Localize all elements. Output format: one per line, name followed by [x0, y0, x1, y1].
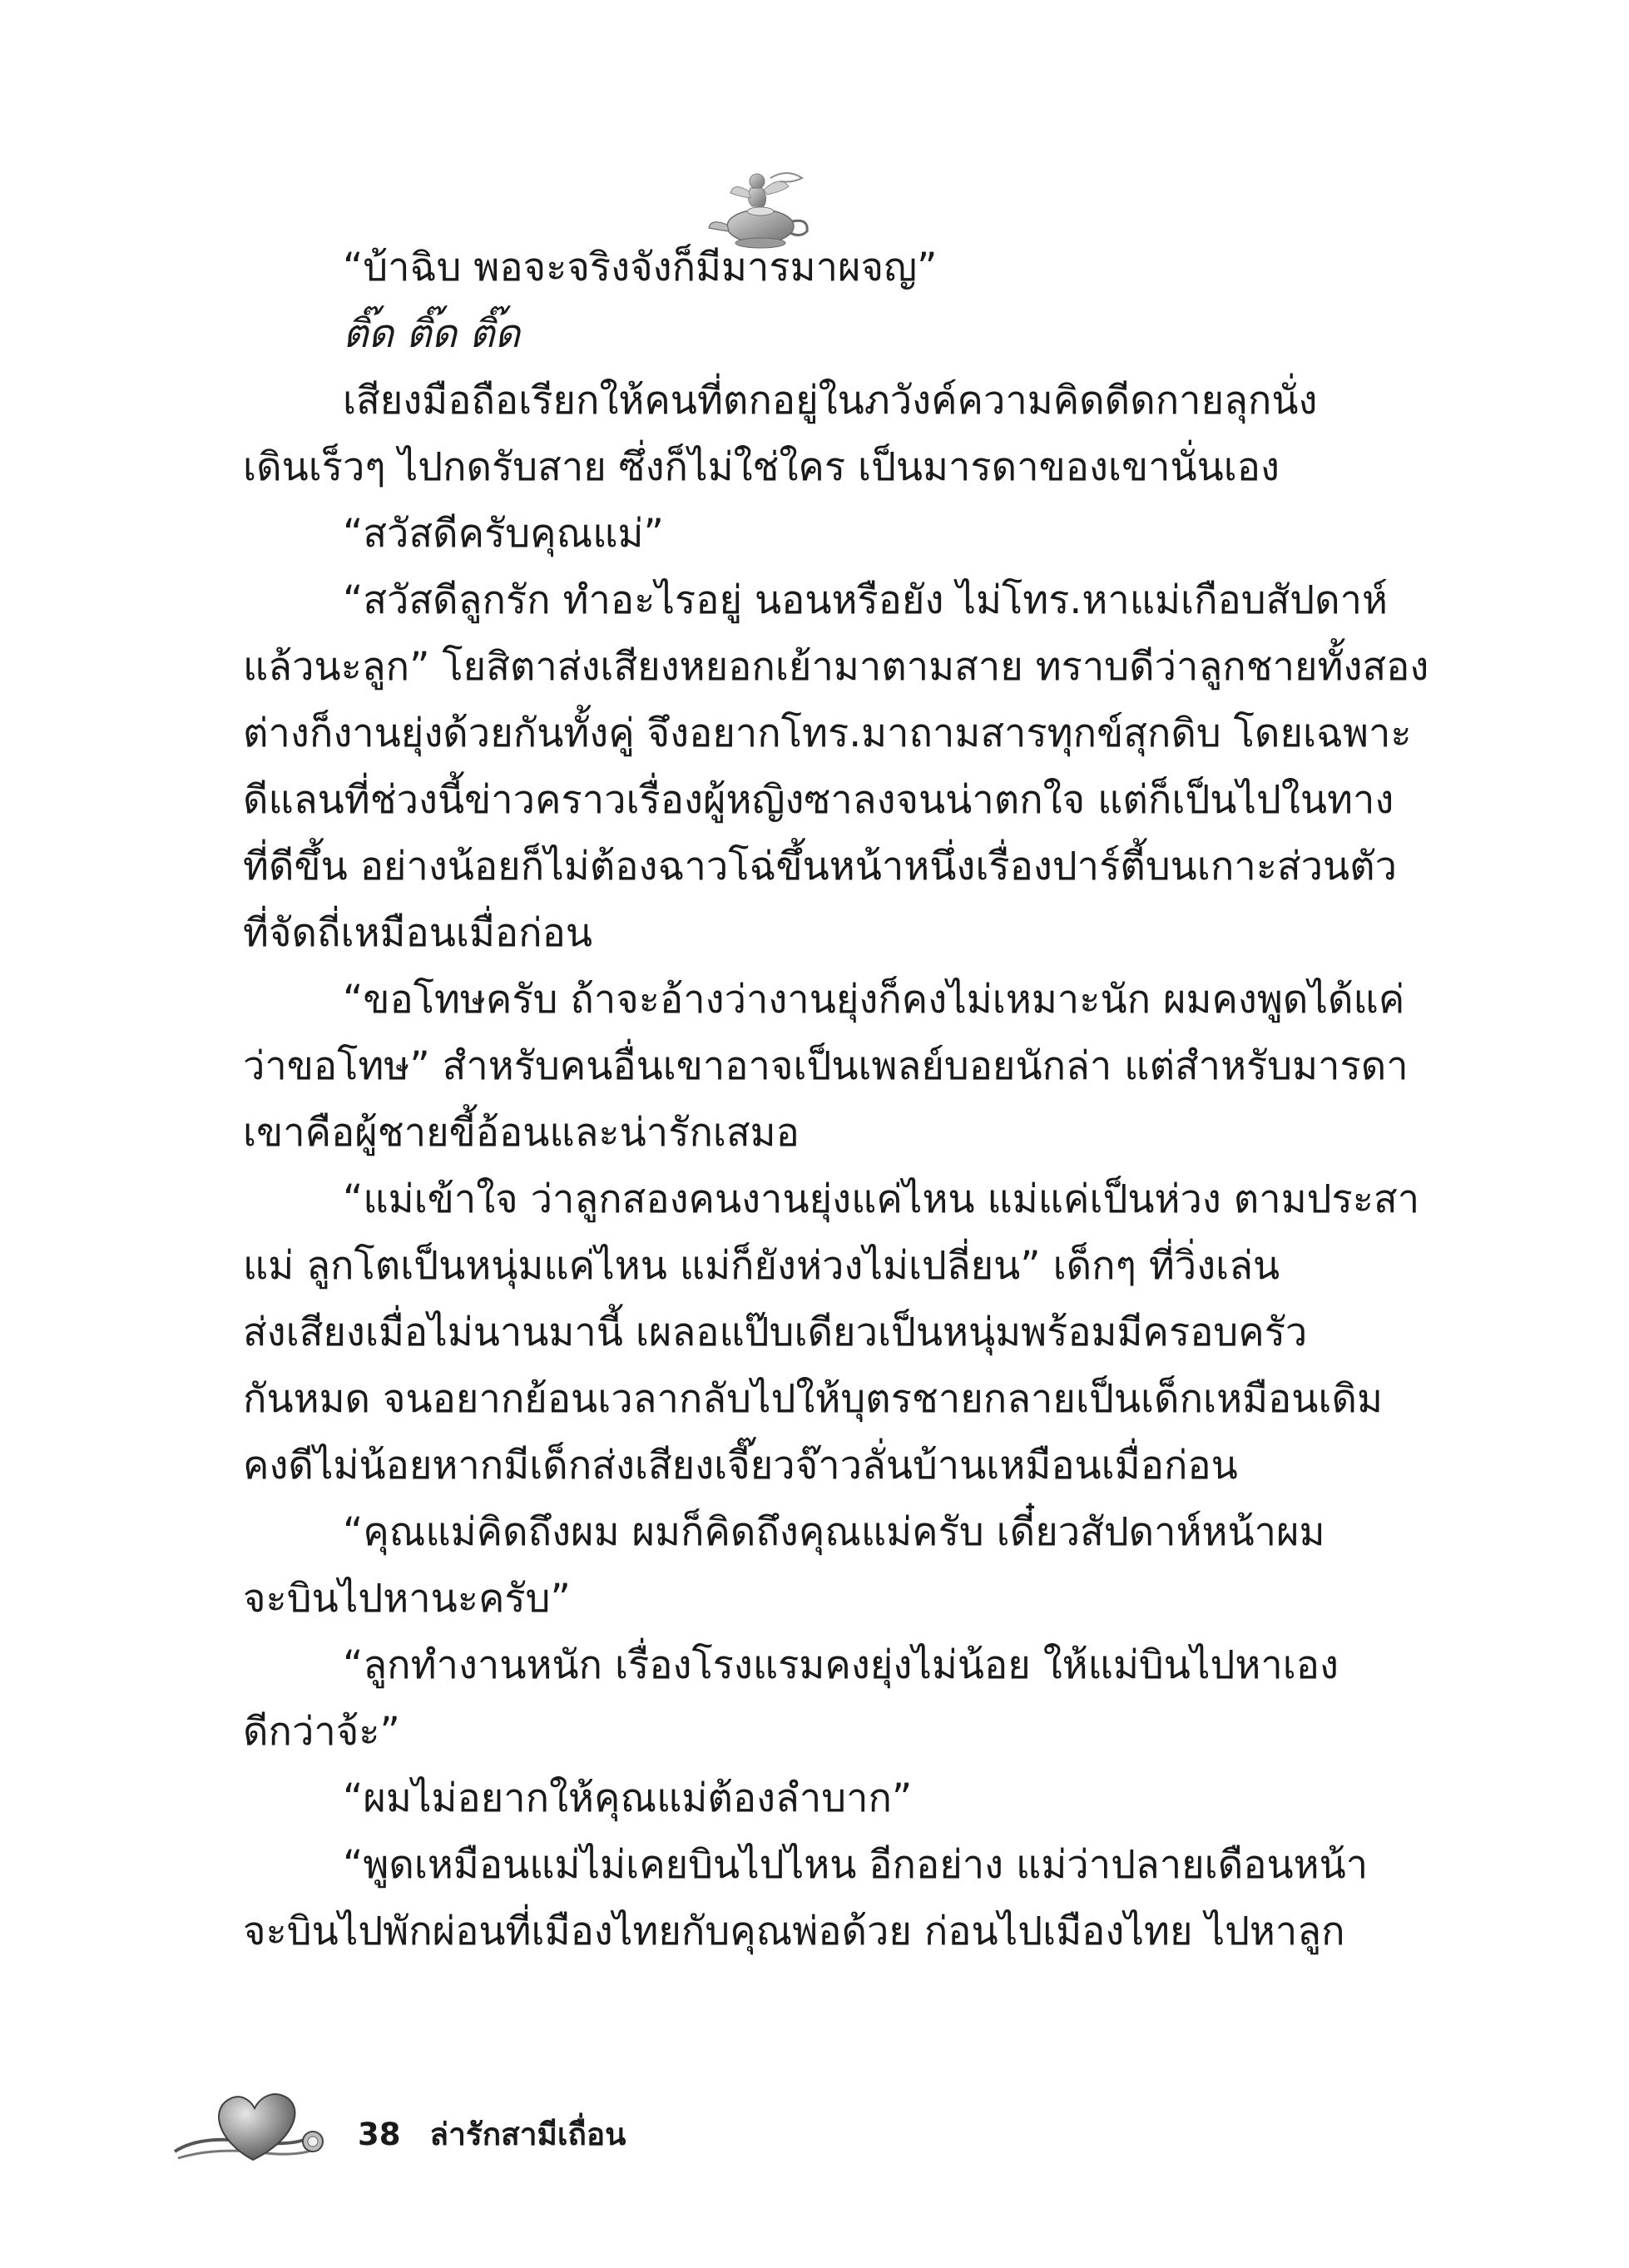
page-number: 38: [358, 2117, 401, 2152]
text-line: ที่จัดถี่เหมือนเมื่อก่อน: [243, 910, 592, 956]
text-line: ดีแลนที่ช่วงนี้ข่าวคราวเรื่องผู้หญิงซาลงจนน่าตกใจ แต่ก็เป็นไปในทาง: [243, 777, 1394, 823]
text-line: “บ้าฉิบ พอจะจริงจังก็มีมารมาผจญ”: [343, 245, 938, 290]
text-line: ดีกว่าจ้ะ”: [243, 1709, 400, 1755]
page-footer: [166, 2080, 749, 2180]
text-line: คงดีไม่น้อยหากมีเด็กส่งเสียงเจี๊ยวจ๊าวลั่นบ้านเหมือนเมื่อก่อน: [243, 1443, 1238, 1488]
text-line: “ลูกทำงานหนัก เรื่องโรงแรมคงยุ่งไม่น้อย ให้แม่บินไปหาเอง: [343, 1642, 1339, 1688]
text-line: “สวัสดีลูกรัก ทำอะไรอยู่ นอนหรือยัง ไม่โทร.หาแม่เกือบสัปดาห์: [343, 577, 1389, 623]
text-line: “ขอโทษครับ ถ้าจะอ้างว่างานยุ่งก็คงไม่เหมาะนัก ผมคงพูดได้แค่: [343, 977, 1405, 1023]
text-line: “พูดเหมือนแม่ไม่เคยบินไปไหน อีกอย่าง แม่ว่าปลายเดือนหน้า: [343, 1842, 1369, 1888]
text-line: เขาคือผู้ชายขี้อ้อนและน่ารักเสมอ: [243, 1110, 800, 1156]
text-line: เดินเร็วๆ ไปกดรับสาย ซึ่งก็ไม่ใช่ใคร เป็นมารดาของเขานั่นเอง: [243, 444, 1280, 490]
text-line: “แม่เข้าใจ ว่าลูกสองคนงานยุ่งแค่ไหน แม่แค่เป็นห่วง ตามประสา: [343, 1176, 1420, 1222]
text-line: “คุณแม่คิดถึงผม ผมก็คิดถึงคุณแม่ครับ เดี๋ยวสัปดาห์หน้าผม: [343, 1509, 1325, 1555]
text-line: ต่างก็งานยุ่งด้วยกันทั้งคู่ จึงอยากโทร.มาถามสารทุกข์สุกดิบ โดยเฉพาะ: [243, 711, 1412, 756]
text-line: ที่ดีขึ้น อย่างน้อยก็ไม่ต้องฉาวโฉ่ขึ้นหน้าหนึ่งเรื่องปาร์ตี้บนเกาะส่วนตัว: [243, 844, 1398, 889]
text-line: เสียงมือถือเรียกให้คนที่ตกอยู่ในภวังค์ความคิดดีดกายลุกนั่ง: [343, 378, 1318, 423]
text-line: กันหมด จนอยากย้อนเวลากลับไปให้บุตรชายกลายเป็นเด็กเหมือนเดิม: [243, 1376, 1383, 1422]
text-line: จะบินไปพักผ่อนที่เมืองไทยกับคุณพ่อด้วย ก่อนไปเมืองไทย ไปหาลูก: [243, 1909, 1345, 1954]
text-line: แล้วนะลูก” โยสิตาส่งเสียงหยอกเย้ามาตามสาย ทราบดีว่าลูกชายทั้งสอง: [243, 644, 1429, 690]
text-line: จะบินไปหานะครับ”: [243, 1576, 571, 1622]
text-line: ติ๊ด ติ๊ด ติ๊ด: [343, 311, 521, 357]
footer-text: [358, 2110, 626, 2159]
text-line: ว่าขอโทษ” สำหรับคนอื่นเขาอาจเป็นเพลย์บอยนักล่า แต่สำหรับมารดา: [243, 1043, 1409, 1089]
heart-stethoscope-icon: [166, 2080, 341, 2180]
text-line: “สวัสดีครับคุณแม่”: [343, 511, 664, 557]
text-line: ส่งเสียงเมื่อไม่นานมานี้ เผลอแป๊บเดียวเป็นหนุ่มพร้อมมีครอบครัว: [243, 1310, 1308, 1355]
book-title: ล่ารักสามีเถื่อน: [429, 2117, 626, 2152]
text-line: “ผมไม่อยากให้คุณแม่ต้องลำบาก”: [343, 1775, 913, 1821]
text-line: แม่ ลูกโตเป็นหนุ่มแค่ไหน แม่ก็ยังห่วงไม่เปลี่ยน” เด็กๆ ที่วิ่งเล่น: [243, 1243, 1280, 1289]
body-text: [243, 235, 1429, 1965]
